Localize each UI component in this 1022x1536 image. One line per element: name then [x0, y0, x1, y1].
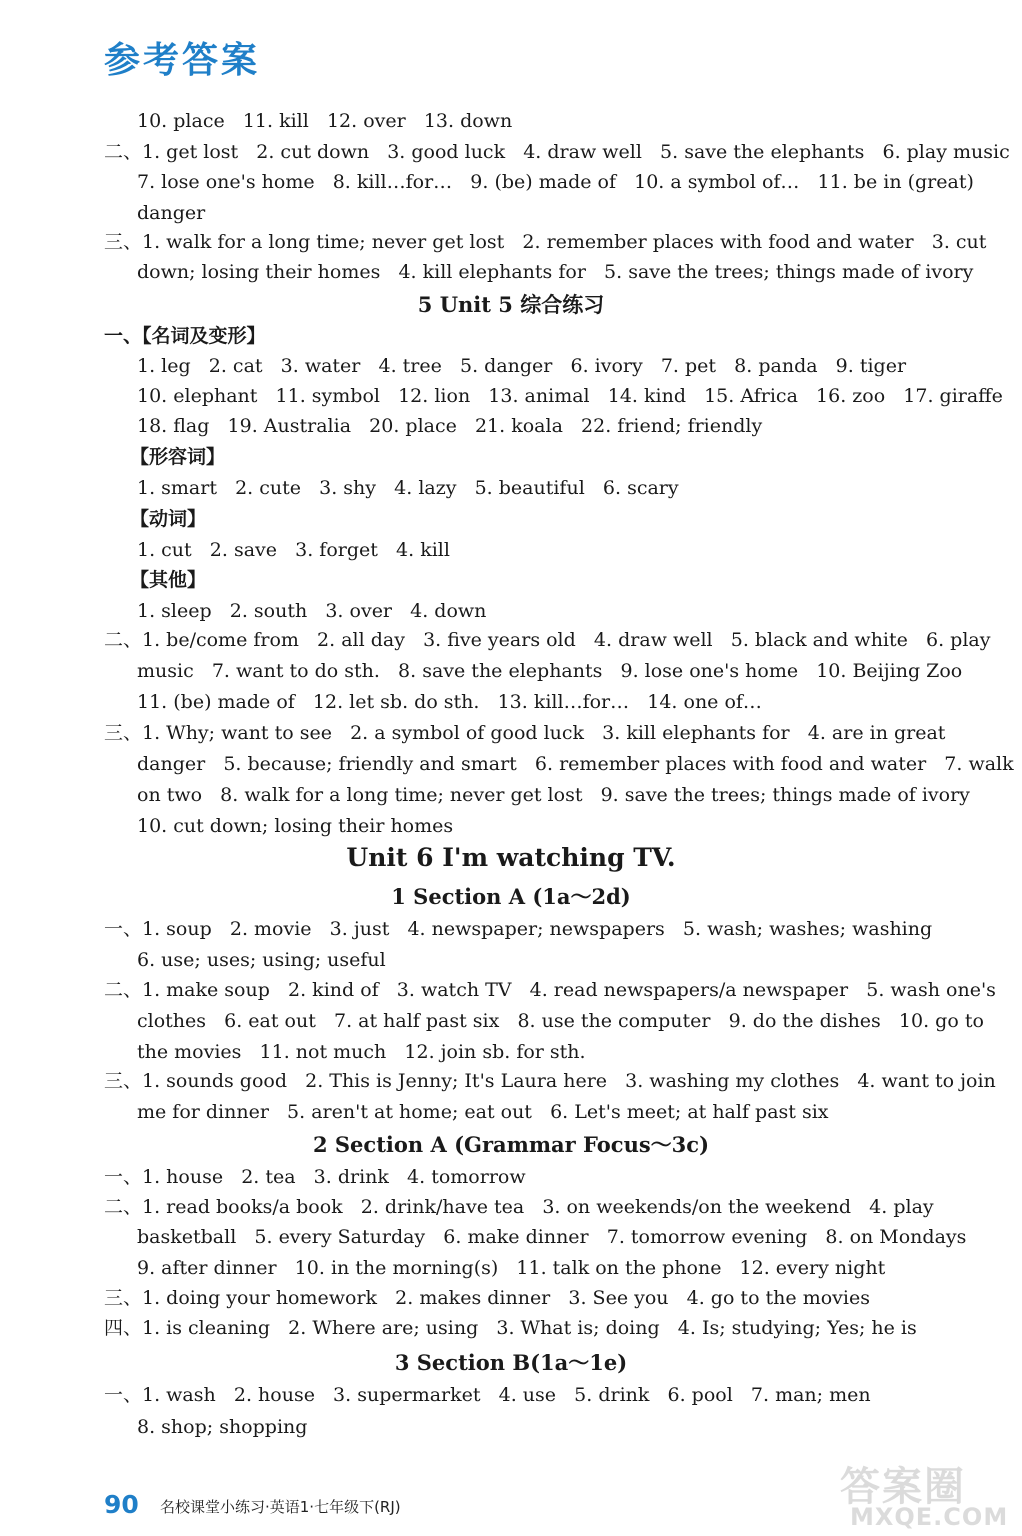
text-line: 1. cut 2. save 3. forget 4. kill: [137, 539, 450, 561]
section-heading: 2 Section A (Grammar Focus～3c): [312, 1132, 710, 1157]
category-label: 【其他】: [130, 569, 207, 591]
text-line: danger: [137, 202, 206, 224]
text-line: 二、1. make soup 2. kind of 3. watch TV 4. read newspapers/a newspaper 5. wash one's: [104, 979, 996, 1001]
text-line: 1. sleep 2. south 3. over 4. down: [137, 600, 487, 622]
text-line: clothes 6. eat out 7. at half past six 8. use the computer 9. do the dishes 10. go to: [137, 1010, 984, 1032]
text-line: music 7. want to do sth. 8. save the elephants 9. lose one's home 10. Beijing Zoo: [137, 660, 963, 682]
text-line: danger 5. because; friendly and smart 6. remember places with food and water 7. walk: [137, 753, 1014, 775]
text-line: 10. elephant 11. symbol 12. lion 13. animal 14. kind 15. Africa 16. zoo 17. giraffe: [137, 385, 1003, 407]
text-line: 1. leg 2. cat 3. water 4. tree 5. danger 6. ivory 7. pet 8. panda 9. tiger: [137, 355, 907, 377]
section-heading: 1 Section A (1a～2d): [391, 884, 631, 909]
text-line: 9. after dinner 10. in the morning(s) 11. talk on the phone 12. every night: [137, 1257, 886, 1279]
text-line: 7. lose one's home 8. kill…for… 9. (be) made of 10. a symbol of… 11. be in (great): [137, 171, 974, 193]
text-line: 二、1. be/come from 2. all day 3. five years old 4. draw well 5. black and white 6. play: [104, 629, 991, 651]
text-line: 四、1. is cleaning 2. Where are; using 3. What is; doing 4. Is; studying; Yes; he is: [104, 1317, 917, 1339]
text-line: down; losing their homes 4. kill elephants for 5. save the trees; things made of ivory: [137, 261, 974, 283]
page-number: 90: [104, 1490, 139, 1519]
text-line: 11. (be) made of 12. let sb. do sth. 13. kill…for… 14. one of…: [137, 691, 762, 713]
text-line: 一、1. wash 2. house 3. supermarket 4. use 5. drink 6. pool 7. man; men: [104, 1384, 871, 1406]
text-line: 三、1. Why; want to see 2. a symbol of good luck 3. kill elephants for 4. are in great: [104, 722, 946, 744]
text-line: 10. cut down; losing their homes: [137, 815, 454, 837]
text-line: on two 8. walk for a long time; never get lost 9. save the trees; things made of ivory: [137, 784, 970, 806]
watermark-text: 答案圈: [840, 1464, 966, 1510]
text-line: 10. place 11. kill 12. over 13. down: [137, 110, 513, 132]
text-line: 18. flag 19. Australia 20. place 21. koala 22. friend; friendly: [137, 415, 763, 437]
text-line: 1. smart 2. cute 3. shy 4. lazy 5. beautiful 6. scary: [137, 477, 679, 499]
text-line: 三、1. doing your homework 2. makes dinner 3. See you 4. go to the movies: [104, 1287, 870, 1309]
text-line: 二、1. read books/a book 2. drink/have tea 3. on weekends/on the weekend 4. play: [104, 1196, 934, 1218]
text-line: 6. use; uses; using; useful: [137, 949, 386, 971]
category-label: 【形容词】: [130, 446, 226, 468]
text-line: the movies 11. not much 12. join sb. for sth.: [137, 1041, 586, 1063]
text-line: 三、1. sounds good 2. This is Jenny; It's Laura here 3. washing my clothes 4. want to join: [104, 1070, 996, 1092]
text-line: 一、1. house 2. tea 3. drink 4. tomorrow: [104, 1166, 526, 1188]
text-line: 三、1. walk for a long time; never get lost 2. remember places with food and water 3. cut: [104, 231, 987, 253]
text-line: me for dinner 5. aren't at home; eat out 6. Let's meet; at half past six: [137, 1101, 829, 1123]
text-line: 一、1. soup 2. movie 3. just 4. newspaper; newspapers 5. wash; washes; washing: [104, 918, 933, 940]
text-line: 二、1. get lost 2. cut down 3. good luck 4. draw well 5. save the elephants 6. play music: [104, 141, 1010, 163]
category-label: 【动词】: [130, 508, 207, 530]
watermark-url: MXQE.COM: [850, 1503, 1009, 1531]
watermark-logo: [840, 1455, 1020, 1533]
text-line: basketball 5. every Saturday 6. make dinner 7. tomorrow evening 8. on Mondays: [137, 1226, 967, 1248]
answer-key-title: 参考答案: [104, 40, 261, 81]
book-title-footer: 名校课堂小练习·英语1·七年级下(RJ): [160, 1498, 401, 1516]
unit-title: Unit 6 I'm watching TV.: [346, 843, 676, 872]
text-line: 8. shop; shopping: [137, 1416, 308, 1438]
section-heading: 5 Unit 5 综合练习: [417, 292, 605, 317]
section-heading: 3 Section B(1a～1e): [394, 1350, 628, 1375]
category-label: 一、【名词及变形】: [104, 325, 266, 347]
